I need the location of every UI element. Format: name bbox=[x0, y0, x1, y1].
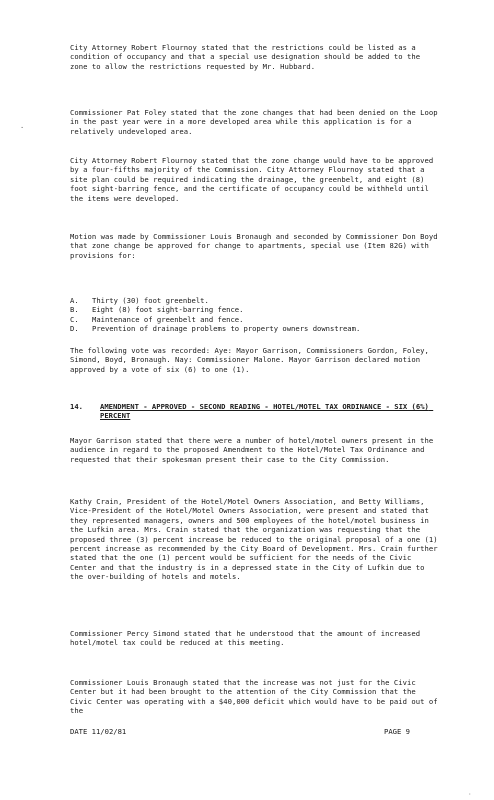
provision-item: B. Eight (8) foot sight-barring fence. bbox=[70, 305, 244, 315]
item-number: 14. bbox=[70, 402, 83, 411]
paragraph-simond: Commissioner Percy Simond stated that he understood that the amount of increased hotel/motel tax could be reduced at this meeting. bbox=[70, 629, 425, 648]
paragraph-crain-association: Kathy Crain, President of the Hotel/Motel Owners Association, and Betty Williams, Vice-President of the Hotel/Motel Owners Association, were present and stated that they represented managers, owners and 500 employees of the hotel/motel business in the Lufkin area. Mrs. Crain stated that the organization was requesting that the proposed three (3) percent increase be reduced to the original proposal of a one (1) percent increase as recommended by the City Board of Development. Mrs. Crain further stated that the one (1) percent would be sufficient for the needs of the Civic Center and that the industry is in a depressed state in the City of Lufkin due to the over-building of hotels and motels. bbox=[70, 497, 443, 582]
provisions-list bbox=[70, 296, 442, 334]
paragraph-bronaugh: Commissioner Louis Bronaugh stated that the increase was not just for the Civic Center but it had been brought to the attention of the City Commission that the Civic Center was operating with a $40,000 deficit which would have to be paid out of the bbox=[70, 678, 443, 716]
paragraph-flournoy-restrictions: City Attorney Robert Flournoy stated that the restrictions could be listed as a condition of occupancy and that a special use designation should be added to the zone to allow the restrictions requested by Mr. Hubbard. bbox=[70, 43, 425, 71]
provision-item: A. Thirty (30) foot greenbelt. bbox=[70, 296, 209, 305]
paragraph-motion: Motion was made by Commissioner Louis Bronaugh and seconded by Commissioner Don Boyd that zone change be approved for change to apartments, special use (Item 82G) with provisions for: bbox=[70, 232, 443, 260]
margin-mark: · bbox=[20, 124, 25, 132]
paragraph-flournoy-four-fifths: City Attorney Robert Flournoy stated that the zone change would have to be approved by a four-fifths majority of the Commission. City Attorney Flournoy stated that a site plan could be required indicating the drainage, the greenbelt, and eight (8) foot sight-barring fence, and the certificate of occupancy could be withheld until the items were developed. bbox=[70, 156, 438, 203]
item-title: AMENDMENT - APPROVED - SECOND READING - HOTEL/MOTEL TAX ORDINANCE - SIX (6%) PERCENT bbox=[100, 402, 434, 421]
scan-speck: · bbox=[468, 791, 472, 798]
paragraph-garrison-owners: Mayor Garrison stated that there were a number of hotel/motel owners present in the audience in regard to the proposed Amendment to the Hotel/Motel Tax Ordinance and requested that their spokesman present their case to the City Commission. bbox=[70, 436, 438, 464]
provision-item: D. Prevention of drainage problems to property owners downstream. bbox=[70, 324, 361, 334]
footer-date: DATE 11/02/81 bbox=[70, 727, 127, 736]
paragraph-foley-zone-changes: Commissioner Pat Foley stated that the zone changes that had been denied on the Loop in the past year were in a more developed area while this application is for a relatively undeveloped area. bbox=[70, 108, 443, 136]
paragraph-vote: The following vote was recorded: Aye: Mayor Garrison, Commissioners Gordon, Foley, Simond, Boyd, Bronaugh. Nay: Commissioner Malone. Mayor Garrison declared motion approved by a vote of six (6) to one (1). bbox=[70, 346, 434, 374]
footer-page: PAGE 9 bbox=[384, 727, 410, 736]
provision-item: C. Maintenance of greenbelt and fence. bbox=[70, 314, 244, 324]
